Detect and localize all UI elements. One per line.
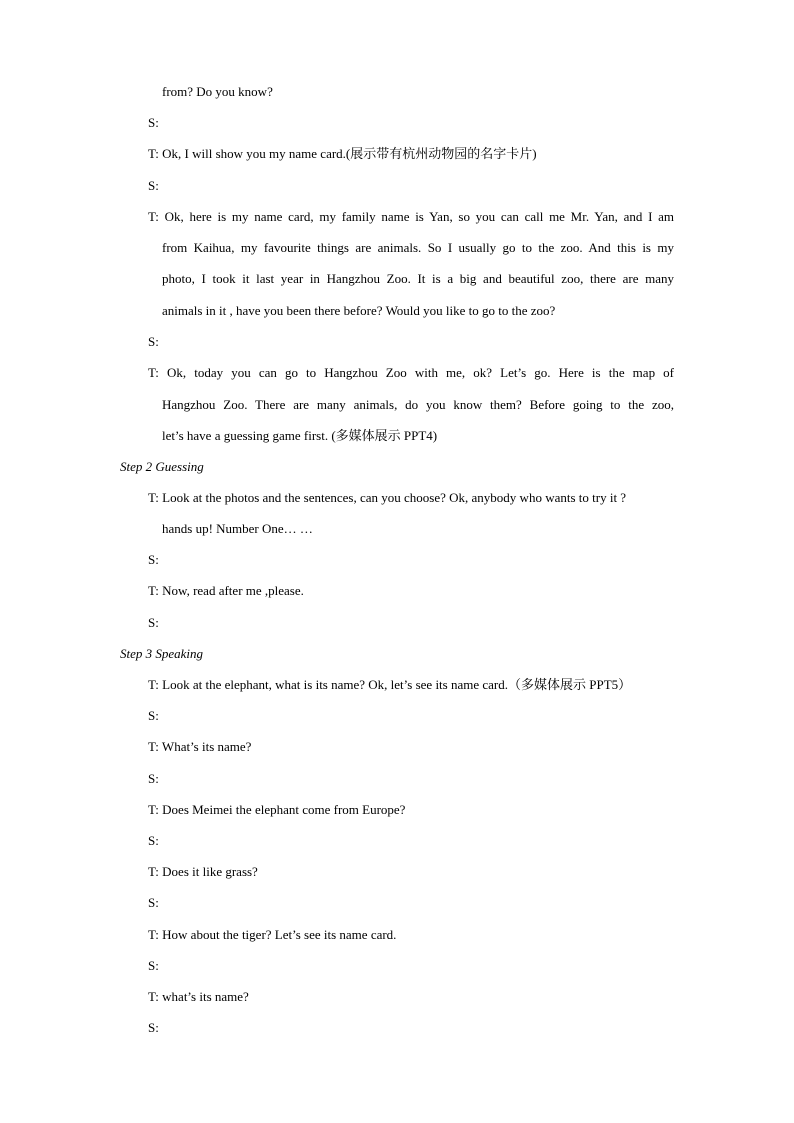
student-line: S: — [148, 115, 159, 130]
teacher-line-continued: hands up! Number One… … — [162, 521, 313, 536]
dialogue-line: from? Do you know? — [162, 84, 273, 99]
teacher-line: T: How about the tiger? Let’s see its name card. — [148, 927, 397, 942]
teacher-line: T: What’s its name? — [148, 739, 252, 754]
teacher-line: T: Now, read after me ,please. — [148, 583, 304, 598]
teacher-line: T: Ok, I will show you my name card.(展示带有杭州动物园的名字卡片) — [148, 146, 537, 161]
student-line: S: — [148, 552, 159, 567]
student-line: S: — [148, 1020, 159, 1035]
teacher-line-continued: from Kaihua, my favourite things are animals. So I usually go to the zoo. And this is my — [162, 240, 674, 255]
step-heading: Step 3 Speaking — [120, 646, 204, 661]
student-line: S: — [148, 833, 159, 848]
teacher-line: T: Ok, today you can go to Hangzhou Zoo with me, ok? Let’s go. Here is the map of — [148, 365, 674, 380]
teacher-line: T: Ok, here is my name card, my family name is Yan, so you can call me Mr. Yan, and I am — [148, 209, 674, 224]
teacher-line-continued: photo, I took it last year in Hangzhou Zoo. It is a big and beautiful zoo, there are many — [162, 271, 674, 286]
student-line: S: — [148, 958, 159, 973]
teacher-line: T: Look at the elephant, what is its name? Ok, let’s see its name card.（多媒体展示 PPT5） — [148, 677, 632, 692]
teacher-line: T: what’s its name? — [148, 989, 249, 1004]
student-line: S: — [148, 178, 159, 193]
step-heading: Step 2 Guessing — [120, 459, 204, 474]
student-line: S: — [148, 771, 159, 786]
student-line: S: — [148, 334, 159, 349]
student-line: S: — [148, 708, 159, 723]
student-line: S: — [148, 895, 159, 910]
teacher-line: T: Look at the photos and the sentences, can you choose? Ok, anybody who wants to try it ? — [148, 490, 627, 505]
teacher-line-continued: let’s have a guessing game first. (多媒体展示 PPT4) — [162, 428, 438, 443]
student-line: S: — [148, 615, 159, 630]
teacher-line-continued: animals in it , have you been there before? Would you like to go to the zoo? — [162, 303, 556, 318]
teacher-line: T: Does Meimei the elephant come from Europe? — [148, 802, 406, 817]
teacher-line: T: Does it like grass? — [148, 864, 258, 879]
teacher-line-continued: Hangzhou Zoo. There are many animals, do you know them? Before going to the zoo, — [162, 397, 674, 412]
